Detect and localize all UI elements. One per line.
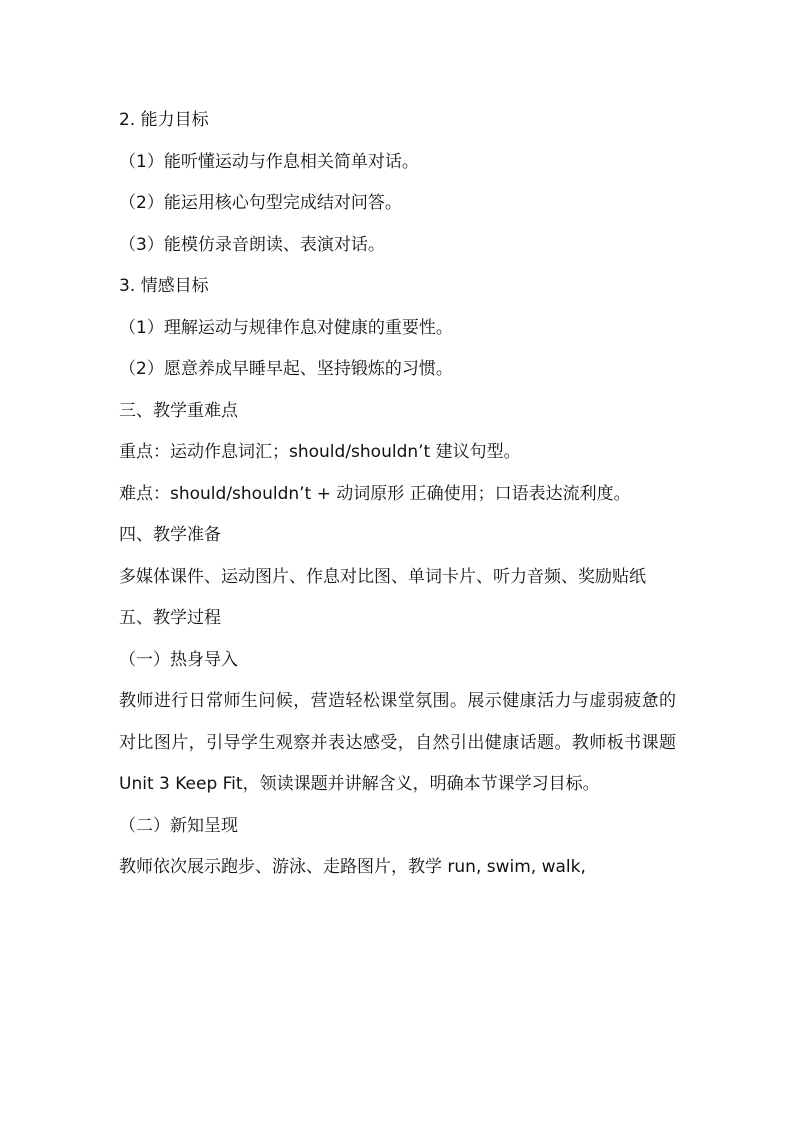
- section-heading-emotional-goals: 3. 情感目标: [119, 276, 209, 296]
- subsection-heading-new-knowledge: （二）新知呈现: [119, 815, 238, 836]
- ability-goal-1: （1）能听懂运动与作息相关简单对话。: [119, 151, 419, 172]
- emotional-goal-2: （2）愿意养成早睡早起、坚持锻炼的习惯。: [119, 359, 453, 379]
- section-heading-process: 五、教学过程: [119, 608, 221, 628]
- difficulty-text: 难点：should/shouldn’t + 动词原形 正确使用；口语表达流利度。: [119, 483, 631, 504]
- warmup-text: 教师进行日常师生问候，营造轻松课堂氛围。展示健康活力与虚弱疲惫的对比图片，引导学生观察并表达感受，自然引出健康话题。教师板书课题 Unit 3 Keep Fit，领读课题并讲解含义，明确本节课学习目标。: [119, 691, 676, 794]
- emotional-goal-1: （1）理解运动与规律作息对健康的重要性。: [119, 317, 453, 338]
- preparation-text: 多媒体课件、运动图片、作息对比图、单词卡片、听力音频、奖励贴纸: [119, 566, 646, 587]
- document-body: [119, 100, 676, 889]
- key-point-text: 重点：运动作息词汇；should/shouldn’t 建议句型。: [119, 442, 521, 462]
- section-heading-ability-goals: 2. 能力目标: [119, 110, 209, 130]
- ability-goal-3: （3）能模仿录音朗读、表演对话。: [119, 234, 385, 255]
- section-heading-preparation: 四、教学准备: [119, 525, 221, 545]
- subsection-heading-warmup: （一）热身导入: [119, 649, 238, 670]
- section-heading-key-points: 三、教学重难点: [119, 400, 238, 421]
- ability-goal-2: （2）能运用核心句型完成结对问答。: [119, 193, 402, 213]
- new-knowledge-text: 教师依次展示跑步、游泳、走路图片，教学 run, swim, walk,: [119, 857, 586, 877]
